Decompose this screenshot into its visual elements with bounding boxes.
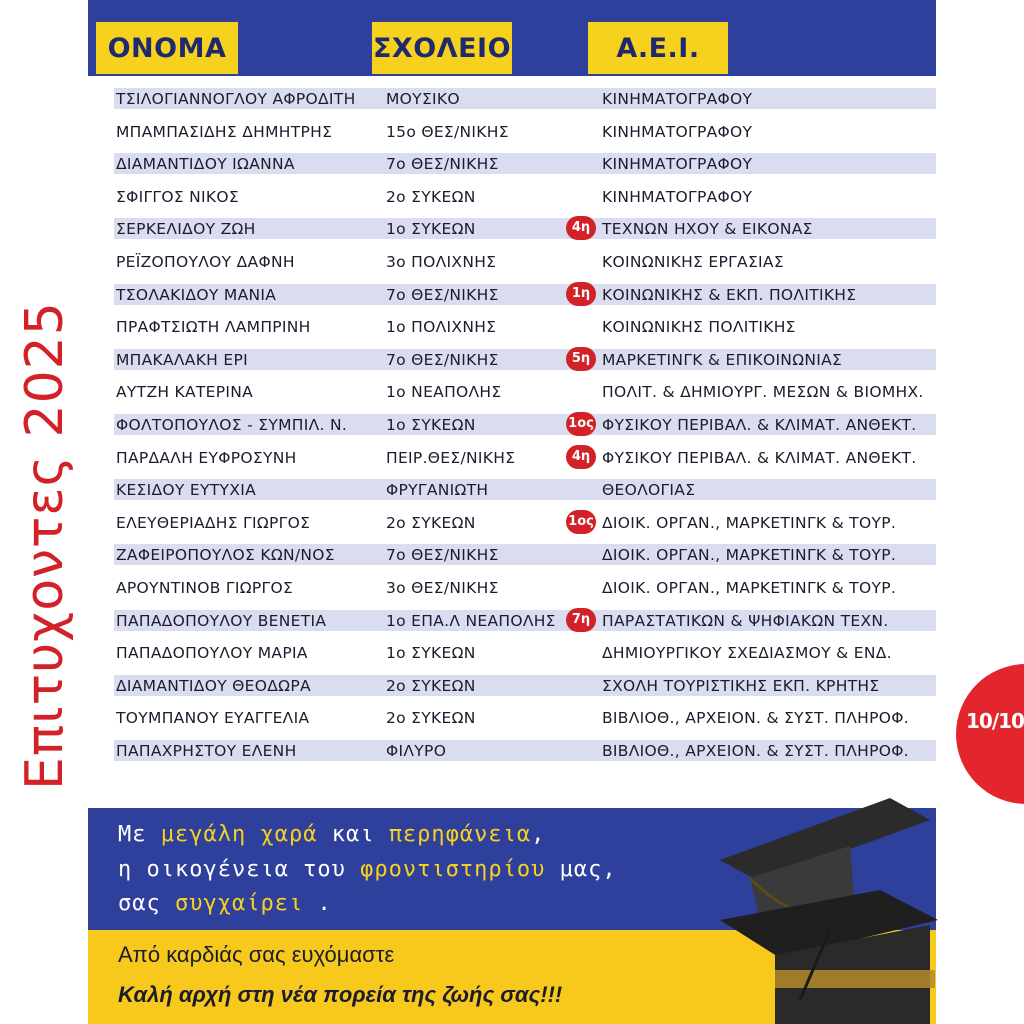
school-name: 15ο ΘΕΣ/ΝΙΚΗΣ — [386, 122, 509, 141]
student-name: ΔΙΑΜΑΝΤΙΔΟΥ ΙΩΑΝΝΑ — [116, 155, 295, 174]
student-name: ΠΡΑΦΤΣΙΩΤΗ ΛΑΜΠΡΙΝΗ — [116, 318, 311, 337]
table-row — [88, 512, 936, 545]
university-department: ΦΥΣΙΚΟΥ ΠΕΡΙΒΑΛ. & ΚΛΙΜΑΤ. ΑΝΘΕΚΤ. — [602, 415, 917, 434]
student-name: ΣΕΡΚΕΛΙΔΟΥ ΖΩΗ — [116, 220, 256, 239]
rank-badge: 1η — [566, 282, 596, 306]
university-department: ΘΕΟΛΟΓΙΑΣ — [602, 481, 696, 500]
university-department: ΒΙΒΛΙΟΘ., ΑΡΧΕΙΟΝ. & ΣΥΣΤ. ΠΛΗΡΟΦ. — [602, 709, 909, 728]
rank-badge: 4η — [566, 445, 596, 469]
university-department: ΣΧΟΛΗ ΤΟΥΡΙΣΤΙΚΗΣ ΕΚΠ. ΚΡΗΤΗΣ — [602, 676, 880, 695]
wishes-line-2: Καλή αρχή στη νέα πορεία της ζωής σας!!! — [118, 982, 563, 1007]
table-row — [88, 544, 936, 577]
school-name: 1ο ΣΥΚΕΩΝ — [386, 220, 476, 239]
student-name: ΜΠΑΜΠΑΣΙΔΗΣ ΔΗΜΗΤΡΗΣ — [116, 122, 333, 141]
student-name: ΡΕΪΖΟΠΟΥΛΟΥ ΔΑΦΝΗ — [116, 252, 295, 271]
table-row — [88, 153, 936, 186]
congrats-line-2: η οικογένεια του φροντιστηρίου μας, — [118, 857, 617, 882]
student-name: ΔΙΑΜΑΝΤΙΔΟΥ ΘΕΟΔΩΡΑ — [116, 676, 311, 695]
table-row — [88, 88, 936, 121]
page-number-badge — [956, 664, 1024, 804]
school-name: 2ο ΣΥΚΕΩΝ — [386, 676, 476, 695]
university-department: ΔΗΜΙΟΥΡΓΙΚΟΥ ΣΧΕΔΙΑΣΜΟΥ & ΕΝΔ. — [602, 644, 892, 663]
student-name: ΕΛΕΥΘΕΡΙΑΔΗΣ ΓΙΩΡΓΟΣ — [116, 513, 311, 532]
column-header-school: ΣΧΟΛΕΙΟ — [372, 22, 512, 74]
university-department: ΠΑΡΑΣΤΑΤΙΚΩΝ & ΨΗΦΙΑΚΩΝ ΤΕΧΝ. — [602, 611, 889, 630]
university-department: ΔΙΟΙΚ. ΟΡΓΑΝ., ΜΑΡΚΕΤΙΝΓΚ & ΤΟΥΡ. — [602, 578, 897, 597]
university-department: ΒΙΒΛΙΟΘ., ΑΡΧΕΙΟΝ. & ΣΥΣΤ. ΠΛΗΡΟΦ. — [602, 741, 909, 760]
rank-badge: 7η — [566, 608, 596, 632]
student-name: ΤΟΥΜΠΑΝΟΥ ΕΥΑΓΓΕΛΙΑ — [116, 709, 310, 728]
school-name: 1ο ΣΥΚΕΩΝ — [386, 415, 476, 434]
school-name: 3ο ΘΕΣ/ΝΙΚΗΣ — [386, 578, 499, 597]
university-department: ΜΑΡΚΕΤΙΝΓΚ & ΕΠΙΚΟΙΝΩΝΙΑΣ — [602, 350, 843, 369]
student-name: ΖΑΦΕΙΡΟΠΟΥΛΟΣ ΚΩΝ/ΝΟΣ — [116, 546, 335, 565]
university-department: ΚΟΙΝΩΝΙΚΗΣ ΕΡΓΑΣΙΑΣ — [602, 252, 784, 271]
student-name: ΑΥΤΖΗ ΚΑΤΕΡΙΝΑ — [116, 383, 254, 402]
school-name: 3ο ΠΟΛΙΧΝΗΣ — [386, 252, 497, 271]
congrats-line-3: σας συγχαίρει . — [118, 891, 332, 916]
table-row — [88, 284, 936, 317]
school-name: 2ο ΣΥΚΕΩΝ — [386, 709, 476, 728]
rank-badge: 5η — [566, 347, 596, 371]
university-department: ΚΙΝΗΜΑΤΟΓΡΑΦΟΥ — [602, 90, 753, 108]
university-department: ΠΟΛΙΤ. & ΔΗΜΙΟΥΡΓ. ΜΕΣΩΝ & ΒΙΟΜΗΧ. — [602, 383, 924, 402]
school-name: 1ο ΠΟΛΙΧΝΗΣ — [386, 318, 497, 337]
table-row — [88, 642, 936, 675]
table-row — [88, 251, 936, 284]
table-row — [88, 610, 936, 643]
student-name: ΠΑΠΑΔΟΠΟΥΛΟΥ ΜΑΡΙΑ — [116, 644, 308, 663]
rank-badge: 1ος — [566, 510, 596, 534]
table-row — [88, 414, 936, 447]
university-department: ΚΙΝΗΜΑΤΟΓΡΑΦΟΥ — [602, 187, 753, 206]
university-department: ΦΥΣΙΚΟΥ ΠΕΡΙΒΑΛ. & ΚΛΙΜΑΤ. ΑΝΘΕΚΤ. — [602, 448, 917, 467]
school-name: ΜΟΥΣΙΚΟ — [386, 90, 460, 108]
table-row — [88, 447, 936, 480]
school-name: 1ο ΝΕΑΠΟΛΗΣ — [386, 383, 502, 402]
student-name: ΑΡΟΥΝΤΙΝΟΒ ΓΙΩΡΓΟΣ — [116, 578, 294, 597]
university-department: ΔΙΟΙΚ. ΟΡΓΑΝ., ΜΑΡΚΕΤΙΝΓΚ & ΤΟΥΡ. — [602, 546, 897, 565]
student-name: ΠΑΡΔΑΛΗ ΕΥΦΡΟΣΥΝΗ — [116, 448, 297, 467]
table-row — [88, 316, 936, 349]
wishes-line-1: Από καρδιάς σας ευχόμαστε — [118, 942, 395, 967]
table-row — [88, 479, 936, 512]
university-department: ΔΙΟΙΚ. ΟΡΓΑΝ., ΜΑΡΚΕΤΙΝΓΚ & ΤΟΥΡ. — [602, 513, 897, 532]
school-name: 7ο ΘΕΣ/ΝΙΚΗΣ — [386, 285, 499, 304]
graduation-cap-icon — [680, 790, 940, 1024]
student-name: ΠΑΠΑΧΡΗΣΤΟΥ ΕΛΕΝΗ — [116, 741, 297, 760]
table-row — [88, 186, 936, 219]
column-header-name: ΟΝΟΜΑ — [96, 22, 238, 74]
student-name: ΤΣΙΛΟΓΙΑΝΝΟΓΛΟΥ ΑΦΡΟΔΙΤΗ — [116, 90, 356, 108]
university-department: ΤΕΧΝΩΝ ΗΧΟΥ & ΕΙΚΟΝΑΣ — [602, 220, 813, 239]
rank-badge: 1ος — [566, 412, 596, 436]
university-department: ΚΟΙΝΩΝΙΚΗΣ ΠΟΛΙΤΙΚΗΣ — [602, 318, 796, 337]
results-table — [88, 88, 936, 772]
school-name: ΦΡΥΓΑΝΙΩΤΗ — [386, 481, 489, 500]
page-number: 10/10 — [966, 709, 1024, 733]
school-name: 1ο ΣΥΚΕΩΝ — [386, 644, 476, 663]
side-title: Επιτυχοντες 2025 — [15, 301, 75, 790]
university-department: ΚΙΝΗΜΑΤΟΓΡΑΦΟΥ — [602, 122, 753, 141]
table-row — [88, 675, 936, 708]
table-row — [88, 707, 936, 740]
student-name: ΜΠΑΚΑΛΑΚΗ ΕΡΙ — [116, 350, 248, 369]
student-name: ΚΕΣΙΔΟΥ ΕΥΤΥΧΙΑ — [116, 481, 257, 500]
table-row — [88, 577, 936, 610]
school-name: ΦΙΛΥΡΟ — [386, 741, 447, 760]
school-name: 7ο ΘΕΣ/ΝΙΚΗΣ — [386, 350, 499, 369]
student-name: ΤΣΟΛΑΚΙΔΟΥ ΜΑΝΙΑ — [116, 285, 277, 304]
student-name: ΠΑΠΑΔΟΠΟΥΛΟΥ ΒΕΝΕΤΙΑ — [116, 611, 327, 630]
table-row — [88, 121, 936, 154]
table-row — [88, 218, 936, 251]
table-row — [88, 740, 936, 773]
table-row — [88, 381, 936, 414]
school-name: ΠΕΙΡ.ΘΕΣ/ΝΙΚΗΣ — [386, 448, 516, 467]
university-department: ΚΟΙΝΩΝΙΚΗΣ & ΕΚΠ. ΠΟΛΙΤΙΚΗΣ — [602, 285, 857, 304]
table-row — [88, 349, 936, 382]
university-department: ΚΙΝΗΜΑΤΟΓΡΑΦΟΥ — [602, 155, 753, 174]
school-name: 2ο ΣΥΚΕΩΝ — [386, 513, 476, 532]
school-name: 7ο ΘΕΣ/ΝΙΚΗΣ — [386, 155, 499, 174]
school-name: 7ο ΘΕΣ/ΝΙΚΗΣ — [386, 546, 499, 565]
column-header-aei: Α.Ε.Ι. — [588, 22, 728, 74]
school-name: 1ο ΕΠΑ.Λ ΝΕΑΠΟΛΗΣ — [386, 611, 556, 630]
student-name: ΣΦΙΓΓΟΣ ΝΙΚΟΣ — [116, 187, 239, 206]
school-name: 2ο ΣΥΚΕΩΝ — [386, 187, 476, 206]
rank-badge: 4η — [566, 216, 596, 240]
student-name: ΦΟΛΤΟΠΟΥΛΟΣ - ΣΥΜΠΙΛ. Ν. — [116, 415, 348, 434]
congrats-line-1: Με μεγάλη χαρά και περηφάνεια, — [118, 822, 546, 847]
